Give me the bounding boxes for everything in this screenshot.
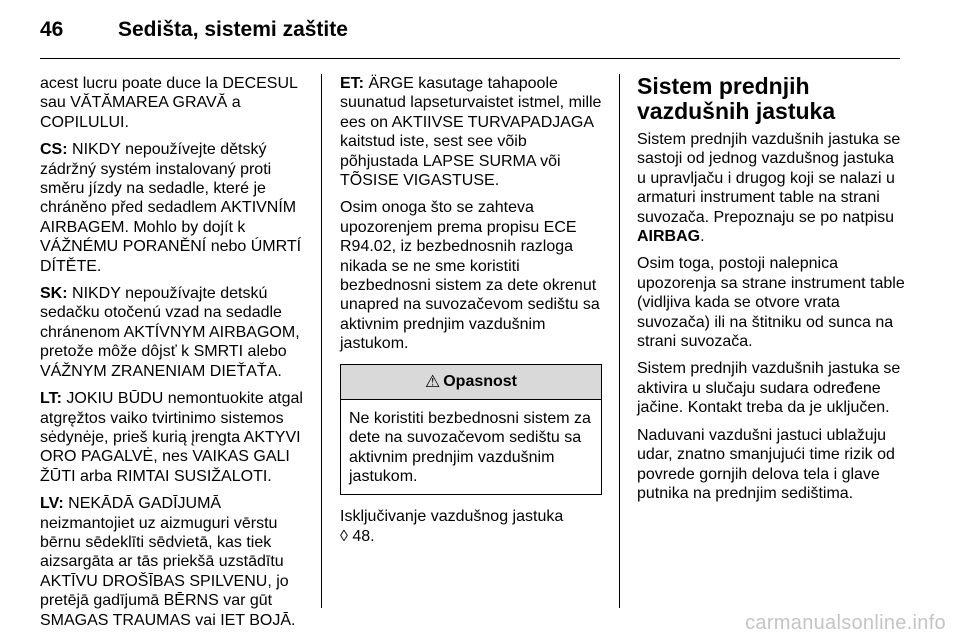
text-lv: NEKĀDĀ GADĪJUMĀ neizmantojiet uz aizmuguri vērstu bērnu sēdeklīti sēdvietā, kas tiek aizsargāta ar tās priekšā uzstādītu AKTĪVU DROŠĪBAS SPILVENU, jo pretējā gadījumā BĒRNS var gūt SMAGAS TRAUMAS vai IET BOJĀ. (40, 495, 296, 629)
paragraph-et (340, 74, 602, 190)
header-divider (40, 58, 900, 59)
text-et: ÄRGE kasutage tahapoole suunatud lapseturvaistet istmel, mille ees on AKTIIVSE TURVAPADJAGA kaitstud iste, sest see võib põhjustada LAPSE SURMA või TÕSISE VIGASTUSE. (340, 75, 602, 190)
airbag-label: AIRBAG (637, 228, 701, 246)
lang-label-sk: SK: (40, 285, 68, 303)
paragraph-airbag-deactivation (340, 507, 602, 546)
column-1 (40, 74, 310, 638)
column-divider-2 (619, 74, 620, 608)
page-number: 46 (40, 18, 64, 41)
page-title: Sedišta, sistemi zaštite (118, 18, 348, 41)
page-header (40, 18, 348, 48)
text-sk: NIKDY nepoužívajte detskú sedačku otočenú vzad na sedadle chránenom AKTÍVNYM AIRBAGOM, pretože môže dôjsť k SMRTI alebo VÁŽNYM ZRANENIAM DIEŤAŤA. (40, 285, 300, 380)
column-3 (637, 74, 907, 511)
lang-label-lv: LV: (40, 495, 64, 513)
column-divider-1 (321, 74, 322, 608)
paragraph-system-description (637, 130, 907, 246)
warning-title: Opasnost (443, 372, 518, 390)
text-lt: JOKIU BŪDU nemontuokite atgal atgręžtos vaiko tvirtinimo sistemos sėdynėje, prieš kurią įrengta AKTYVI ORO PAGALVĖ, nes VAIKAS GALI ŽŪTI arba RIMTAI SUSIŽALOTI. (40, 390, 303, 485)
paragraph-warning-label: Osim toga, postoji nalepnica upozorenja sa strane instrument table (vidljiva kada se otvore vrata suvozača) ili na štitniku od sunca na strani suvozača. (637, 255, 905, 351)
paragraph-cs (40, 140, 310, 276)
paragraph-ro-continued: acest lucru poate duce la DECESUL sau VĂTĂMAREA GRAVĂ a COPILULUI. (40, 75, 298, 131)
warning-header (341, 365, 601, 400)
page-reference-icon: ◊ (340, 527, 348, 545)
paragraph-lv (40, 494, 310, 630)
paragraph-sk (40, 284, 310, 381)
warning-text: Ne koristiti bezbednosni sistem za dete na suvozačevom sedištu sa aktivnim prednjim vazdušnim jastukom. (349, 409, 591, 485)
section-heading: Sistem prednjih vazdušnih jastuka (637, 73, 836, 124)
system-description-text: Sistem prednjih vazdušnih jastuka se sastoji od jednog vazdušnog jastuka u upravljaču i drugog koji se nalazi u armaturi instrument table na strani suvozača. Prepoznaju se po natpisu (637, 131, 901, 226)
column-2 (340, 74, 602, 554)
deactivation-text: Isključivanje vazdušnog jastuka (340, 508, 564, 526)
paragraph-ece-regulation: Osim onoga što se zahteva upozorenjem prema propisu ECE R94.02, iz bezbednosnih razloga nikada se ne sme koristiti bezbednosni sistem za dete okrenut unapred na suvozačevom sedištu sa aktivnim prednjim vazdušnim jastukom. (340, 199, 600, 353)
paragraph-lt (40, 389, 310, 486)
text-cs: NIKDY nepoužívejte dětský zádržný systém instalovaný proti směru jízdy na sedadle, které je chráněno před sedadlem AKTIVNÍM AIRBAGEM. Mohlo by dojít k VÁŽNÉMU PORANĚNÍ nebo ÚMRTÍ DÍTĚTE. (40, 141, 302, 275)
warning-triangle-icon: ⚠ (424, 371, 441, 391)
page-reference: 48. (347, 527, 375, 545)
lang-label-cs: CS: (40, 141, 68, 159)
paragraph-activation: Sistem prednjih vazdušnih jastuka se aktivira u slučaju sudara određene jačine. Kontakt treba da je uključen. (637, 360, 901, 417)
warning-box (340, 364, 602, 496)
site-watermark: carmanualsonline.info (745, 612, 946, 634)
lang-label-et: ET: (340, 75, 364, 92)
paragraph-protection: Naduvani vazdušni jastuci ublažuju udar, znatno smanjujući time rizik od povrede gornjih delova tela i glave putnika na prednjim sedištima. (637, 426, 895, 502)
lang-label-lt: LT: (40, 390, 62, 408)
period: . (700, 228, 705, 246)
